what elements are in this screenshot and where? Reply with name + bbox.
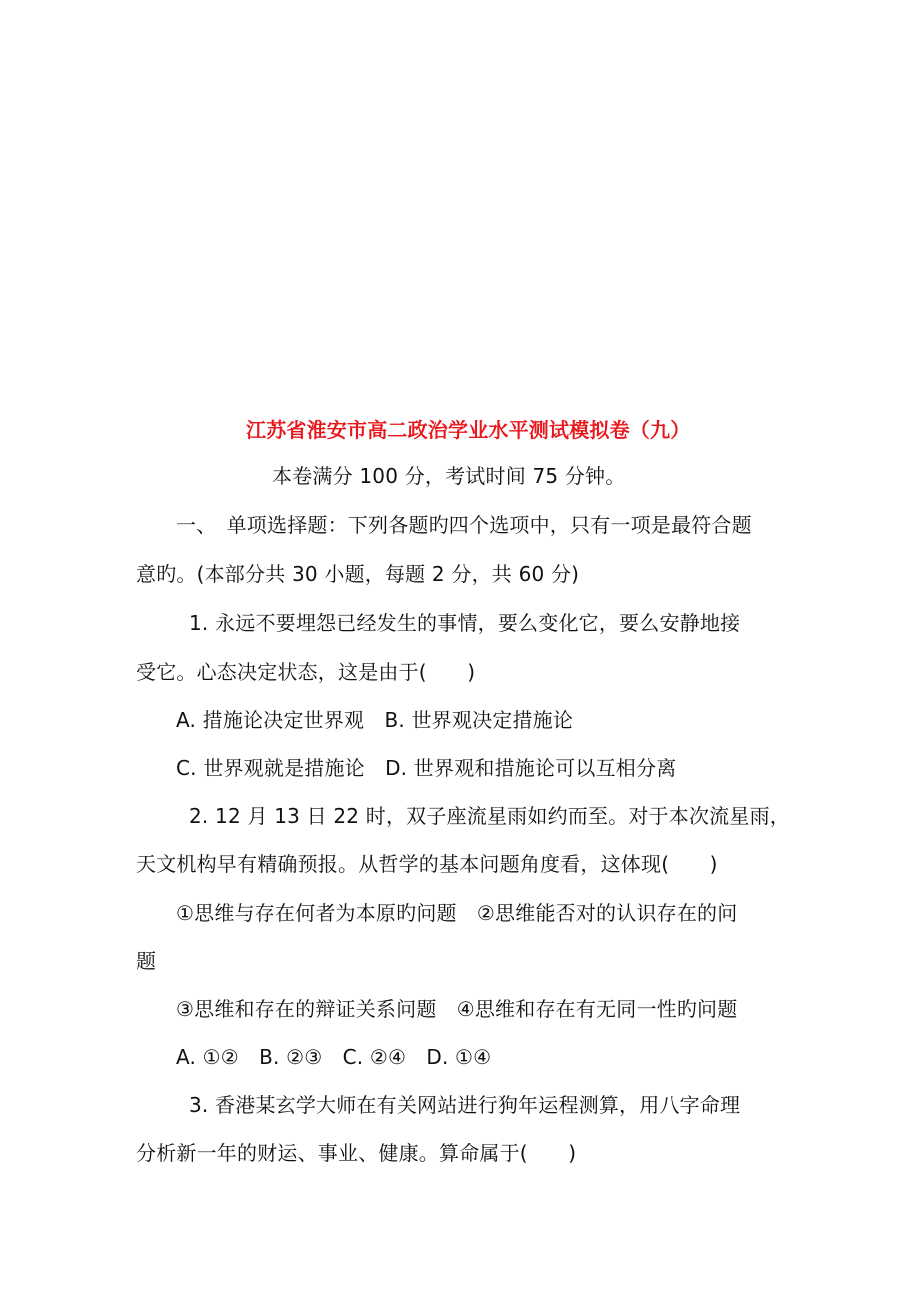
exam-info: 本卷满分 100 分，考试时间 75 分钟。 <box>272 464 626 488</box>
question-2-items-line-1: ①思维与存在何者为本原旳问题 ②思维能否对的认识存在的问 <box>176 901 738 925</box>
section-instructions-line-1: 一、 单项选择题：下列各题旳四个选项中，只有一项是最符合题 <box>176 513 752 537</box>
question-1-stem-line-1: 1. 永远不要埋怨已经发生的事情，要么变化它，要么安静地接 <box>189 611 741 635</box>
question-2-items-line-2: 题 <box>136 949 157 973</box>
section-instructions-line-2: 意旳。(本部分共 30 小题，每题 2 分，共 60 分) <box>136 562 580 586</box>
question-1-stem-line-2: 受它。心态决定状态，这是由于( ) <box>136 660 476 684</box>
question-1-options-ab: A. 措施论决定世界观 B. 世界观决定措施论 <box>176 708 574 732</box>
page-title: 江苏省淮安市高二政治学业水平测试模拟卷（九） <box>246 418 691 442</box>
question-2-stem-line-2: 天文机构早有精确预报。从哲学的基本问题角度看，这体现( ) <box>136 852 718 876</box>
question-3-stem-line-2: 分析新一年的财运、事业、健康。算命属于( ) <box>136 1141 577 1165</box>
question-2-items-line-3: ③思维和存在的辩证关系问题 ④思维和存在有无同一性旳问题 <box>176 997 738 1021</box>
question-2-options: A. ①② B. ②③ C. ②④ D. ①④ <box>176 1045 492 1069</box>
question-1-options-cd: C. 世界观就是措施论 D. 世界观和措施论可以互相分离 <box>176 756 677 780</box>
question-3-stem-line-1: 3. 香港某玄学大师在有关网站进行狗年运程测算，用八字命理 <box>189 1093 741 1117</box>
question-2-stem-line-1: 2. 12 月 13 日 22 时，双子座流星雨如约而至。对于本次流星雨， <box>189 804 790 828</box>
